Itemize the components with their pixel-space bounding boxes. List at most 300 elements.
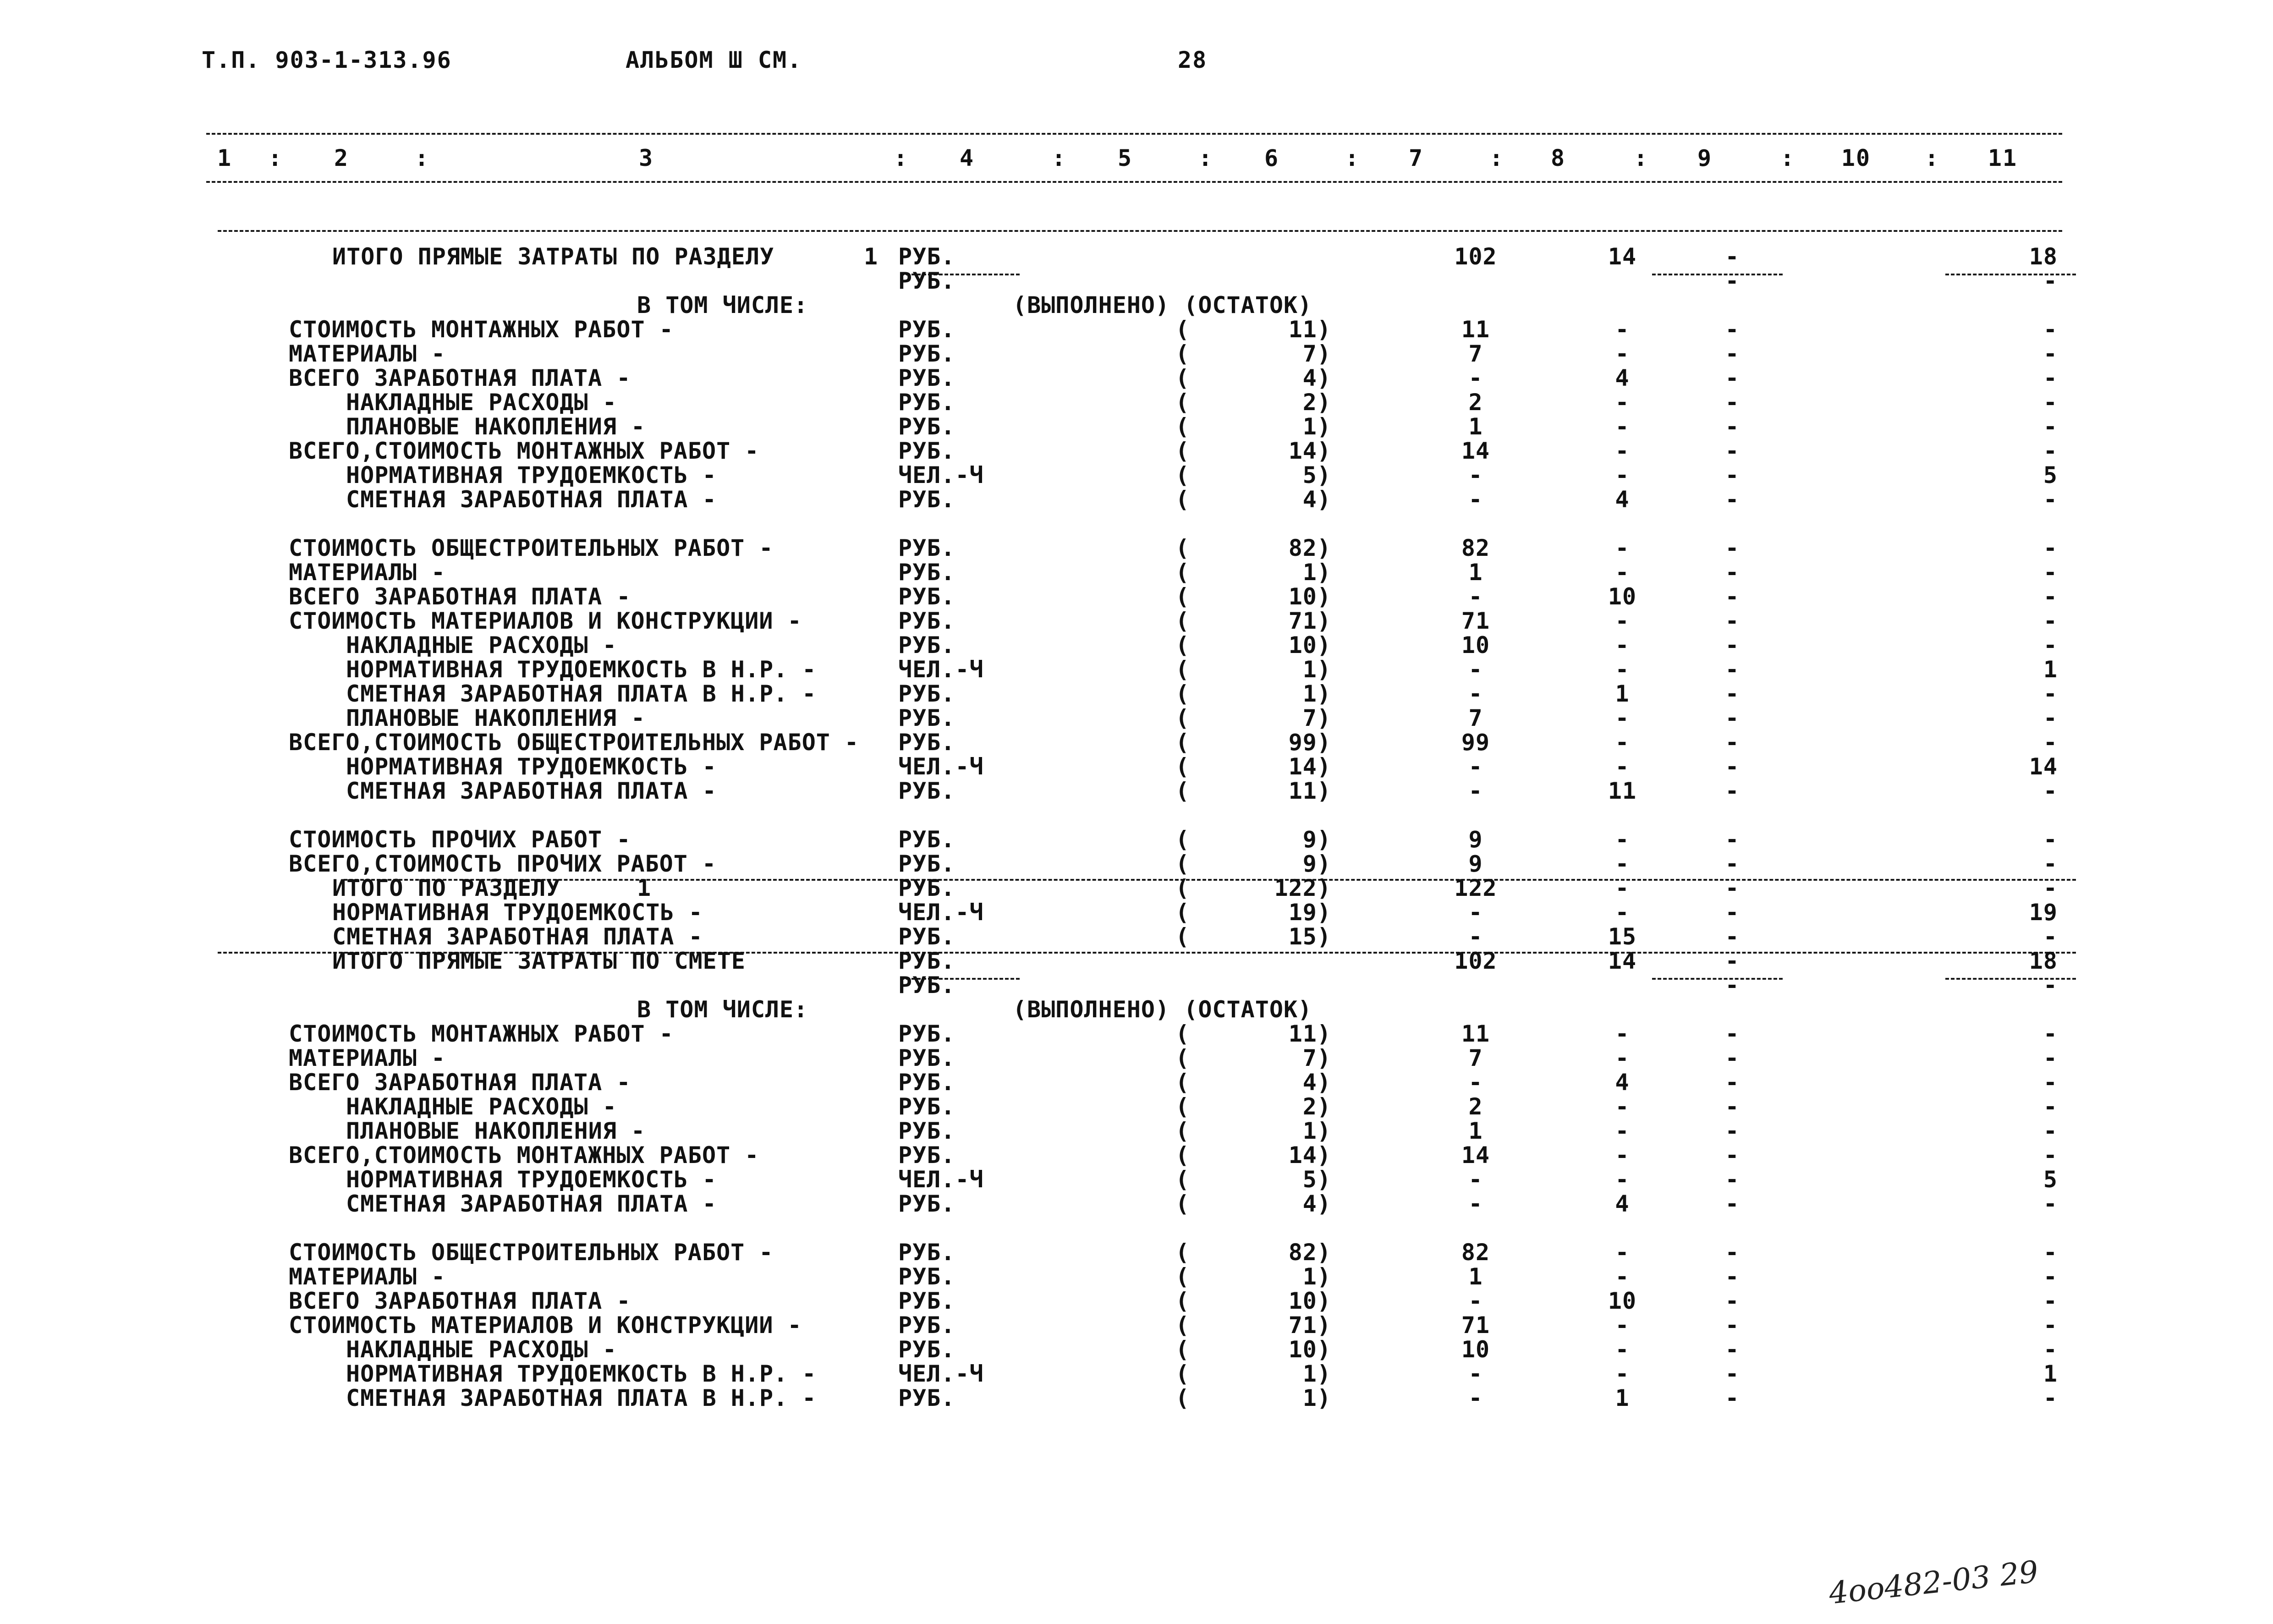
cell-col9: - <box>1725 948 1740 974</box>
cell-col11: - <box>2043 365 2058 391</box>
cell-col11: - <box>2043 1118 2058 1144</box>
cell-col8: 10 <box>1608 583 1637 610</box>
cell-col8: - <box>1615 1166 1630 1193</box>
cell-col9: - <box>1725 875 1740 901</box>
row-label: ИТОГО ПО РАЗДЕЛУ <box>332 875 560 901</box>
cell-completed: 15) <box>1288 923 1331 950</box>
paren-open: ( <box>1175 1166 1190 1193</box>
cell-col7: 1 <box>1468 1263 1483 1290</box>
column-number: 4 <box>959 145 975 171</box>
paren-open: ( <box>1175 632 1190 658</box>
cell-col11: - <box>2043 1312 2058 1339</box>
cell-completed: 1) <box>1302 1361 1331 1387</box>
cell-col9: - <box>1725 1263 1740 1290</box>
row-label: НОРМАТИВНАЯ ТРУДОЕМКОСТЬ - <box>346 1166 717 1193</box>
cell-col7: - <box>1468 1069 1483 1096</box>
cell-col9: - <box>1725 850 1740 877</box>
row-unit: РУБ. <box>898 729 955 756</box>
cell-col9: - <box>1725 340 1740 367</box>
cell-col9: - <box>1725 1069 1740 1096</box>
cell-col11: 1 <box>2043 656 2058 683</box>
cell-col9: - <box>1725 778 1740 804</box>
cell-completed: 5) <box>1302 462 1331 488</box>
row-label: НОРМАТИВНАЯ ТРУДОЕМКОСТЬ - <box>346 753 717 780</box>
cell-col11: - <box>2043 1239 2058 1266</box>
cell-col11: - <box>2043 608 2058 634</box>
cell-col8: - <box>1615 1093 1630 1120</box>
document-code: Т.П. 903-1-313.96 <box>202 47 452 73</box>
cell-col9: - <box>1725 1239 1740 1266</box>
cell-col7: 14 <box>1461 438 1490 464</box>
cell-col8: 10 <box>1608 1288 1637 1314</box>
cell-col7: 10 <box>1461 632 1490 658</box>
row-label: ВСЕГО,СТОИМОСТЬ МОНТАЖНЫХ РАБОТ - <box>289 1142 759 1169</box>
paren-open: ( <box>1175 608 1190 634</box>
paren-open: ( <box>1175 1191 1190 1217</box>
row-label: НАКЛАДНЫЕ РАСХОДЫ - <box>346 632 617 658</box>
cell-completed: 71) <box>1288 608 1331 634</box>
row-unit: РУБ. <box>898 413 955 440</box>
row-label: НОРМАТИВНАЯ ТРУДОЕМКОСТЬ В Н.Р. - <box>346 1361 817 1387</box>
cell-col11: - <box>2043 559 2058 586</box>
row-unit: РУБ. <box>898 1093 955 1120</box>
cell-col7: 71 <box>1461 1312 1490 1339</box>
row-unit: РУБ. <box>898 778 955 804</box>
cell-completed: 4) <box>1302 1069 1331 1096</box>
row-label: НОРМАТИВНАЯ ТРУДОЕМКОСТЬ В Н.Р. - <box>346 656 817 683</box>
row-unit: РУБ. <box>898 1020 955 1047</box>
row-label: ВСЕГО ЗАРАБОТНАЯ ПЛАТА - <box>289 1069 631 1096</box>
paren-open: ( <box>1175 1069 1190 1096</box>
row-label: СТОИМОСТЬ МОНТАЖНЫХ РАБОТ - <box>289 1020 674 1047</box>
cell-col9: - <box>1725 729 1740 756</box>
paren-open: ( <box>1175 583 1190 610</box>
row-note: (ВЫПОЛНЕНО) (ОСТАТОК) <box>1013 996 1312 1023</box>
cell-col8: - <box>1615 705 1630 731</box>
row-unit: ЧЕЛ.-Ч <box>898 462 984 488</box>
paren-open: ( <box>1175 1385 1190 1411</box>
cell-completed: 5) <box>1302 1166 1331 1193</box>
row-unit: РУБ. <box>898 1239 955 1266</box>
row-unit: РУБ. <box>898 316 955 343</box>
row-unit: РУБ. <box>898 705 955 731</box>
row-label: СМЕТНАЯ ЗАРАБОТНАЯ ПЛАТА В Н.Р. - <box>346 1385 817 1411</box>
cell-col9: - <box>1725 1336 1740 1363</box>
cell-col9: - <box>1725 705 1740 731</box>
row-unit: ЧЕЛ.-Ч <box>898 899 984 926</box>
paren-open: ( <box>1175 413 1190 440</box>
paren-open: ( <box>1175 1288 1190 1314</box>
cell-col8: - <box>1615 1020 1630 1047</box>
page-number: 28 <box>1178 47 1208 73</box>
cell-col11: - <box>2043 1142 2058 1169</box>
cell-completed: 122) <box>1274 875 1331 901</box>
cell-col9: - <box>1725 608 1740 634</box>
cell-col11: - <box>2043 1288 2058 1314</box>
column-number: 8 <box>1550 145 1566 171</box>
row-unit: РУБ. <box>898 340 955 367</box>
cell-col9: - <box>1725 243 1740 270</box>
cell-col7: - <box>1468 1361 1483 1387</box>
cell-col7: - <box>1468 1288 1483 1314</box>
row-unit: РУБ. <box>898 948 955 974</box>
cell-col9: - <box>1725 1020 1740 1047</box>
row-label: ВСЕГО ЗАРАБОТНАЯ ПЛАТА - <box>289 583 631 610</box>
paren-open: ( <box>1175 826 1190 853</box>
cell-completed: 9) <box>1302 850 1331 877</box>
cell-col8: 15 <box>1608 923 1637 950</box>
cell-col7: 7 <box>1468 1045 1483 1071</box>
row-label: МАТЕРИАЛЫ - <box>289 559 446 586</box>
paren-open: ( <box>1175 705 1190 731</box>
row-label: ПЛАНОВЫЕ НАКОПЛЕНИЯ - <box>346 413 646 440</box>
column-separator: : <box>894 145 909 171</box>
row-unit: РУБ. <box>898 1385 955 1411</box>
cell-completed: 1) <box>1302 680 1331 707</box>
row-unit: ЧЕЛ.-Ч <box>898 753 984 780</box>
paren-open: ( <box>1175 1312 1190 1339</box>
paren-open: ( <box>1175 559 1190 586</box>
row-label: ПЛАНОВЫЕ НАКОПЛЕНИЯ - <box>346 1118 646 1144</box>
cell-completed: 14) <box>1288 438 1331 464</box>
cell-col11: - <box>2043 1385 2058 1411</box>
section-total-rule <box>344 879 2076 881</box>
cell-col9: - <box>1725 462 1740 488</box>
row-label: СМЕТНАЯ ЗАРАБОТНАЯ ПЛАТА - <box>332 923 703 950</box>
cell-col9: - <box>1725 1312 1740 1339</box>
cell-col7: 122 <box>1454 875 1497 901</box>
cell-col9: - <box>1725 316 1740 343</box>
cell-col7: 10 <box>1461 1336 1490 1363</box>
row-unit: РУБ. <box>898 1069 955 1096</box>
row-unit: РУБ. <box>898 923 955 950</box>
cell-col9: - <box>1725 680 1740 707</box>
cell-col8: 11 <box>1608 778 1637 804</box>
row-label: НОРМАТИВНАЯ ТРУДОЕМКОСТЬ - <box>332 899 703 926</box>
cell-completed: 11) <box>1288 316 1331 343</box>
cell-completed: 1) <box>1302 656 1331 683</box>
column-number: 1 <box>217 145 232 171</box>
cell-col9: - <box>1725 753 1740 780</box>
cell-col11: - <box>2043 1263 2058 1290</box>
cell-col11: - <box>2043 729 2058 756</box>
cell-col11: - <box>2043 705 2058 731</box>
cell-col7: - <box>1468 923 1483 950</box>
paren-open: ( <box>1175 753 1190 780</box>
cell-col11: 1 <box>2043 1361 2058 1387</box>
cell-col11: - <box>2043 316 2058 343</box>
cell-col9: - <box>1725 1093 1740 1120</box>
row-unit: РУБ. <box>898 559 955 586</box>
cell-col9: - <box>1725 1191 1740 1217</box>
column-separator: : <box>415 145 430 171</box>
cell-col9: - <box>1725 1166 1740 1193</box>
column-number: 9 <box>1697 145 1713 171</box>
row-unit: РУБ. <box>898 1263 955 1290</box>
cell-col7: 1 <box>1468 1118 1483 1144</box>
paren-open: ( <box>1175 1336 1190 1363</box>
cell-col7: 71 <box>1461 608 1490 634</box>
cell-completed: 1) <box>1302 1263 1331 1290</box>
cell-col9: - <box>1725 1385 1740 1411</box>
album-label: АЛЬБОМ Ш СМ. <box>626 47 802 73</box>
row-note: (ВЫПОЛНЕНО) (ОСТАТОК) <box>1013 292 1312 318</box>
row-label: СТОИМОСТЬ МОНТАЖНЫХ РАБОТ - <box>289 316 674 343</box>
cell-completed: 7) <box>1302 705 1331 731</box>
cell-completed: 10) <box>1288 632 1331 658</box>
paren-open: ( <box>1175 389 1190 416</box>
cell-col9: - <box>1725 1142 1740 1169</box>
cell-col7: 9 <box>1468 826 1483 853</box>
cell-col8: 14 <box>1608 948 1637 974</box>
cell-col11: - <box>2043 632 2058 658</box>
cell-col11: - <box>2043 1020 2058 1047</box>
cell-col9: - <box>1725 923 1740 950</box>
section-top-rule <box>218 230 2062 232</box>
row-unit: РУБ. <box>898 486 955 513</box>
paren-open: ( <box>1175 462 1190 488</box>
row-label: МАТЕРИАЛЫ - <box>289 1045 446 1071</box>
cell-col7: 2 <box>1468 389 1483 416</box>
row-label: ВСЕГО ЗАРАБОТНАЯ ПЛАТА - <box>289 1288 631 1314</box>
column-number: 6 <box>1264 145 1279 171</box>
cell-col11: - <box>2043 972 2058 999</box>
cell-completed: 4) <box>1302 1191 1331 1217</box>
cell-completed: 14) <box>1288 1142 1331 1169</box>
cell-completed: 2) <box>1302 389 1331 416</box>
paren-open: ( <box>1175 340 1190 367</box>
column-number: 2 <box>334 145 349 171</box>
cell-col8: - <box>1615 389 1630 416</box>
paren-open: ( <box>1175 365 1190 391</box>
cell-col11: - <box>2043 850 2058 877</box>
cell-col9: - <box>1725 1045 1740 1071</box>
cell-col9: - <box>1725 1288 1740 1314</box>
cell-col11: 5 <box>2043 1166 2058 1193</box>
paren-open: ( <box>1175 1239 1190 1266</box>
cell-col9: - <box>1725 972 1740 999</box>
paren-open: ( <box>1175 1118 1190 1144</box>
paren-open: ( <box>1175 899 1190 926</box>
column-separator: : <box>268 145 283 171</box>
column-separator: : <box>1489 145 1504 171</box>
paren-open: ( <box>1175 438 1190 464</box>
cell-col7: 102 <box>1454 948 1497 974</box>
row-label: СТОИМОСТЬ МАТЕРИАЛОВ И КОНСТРУКЦИИ - <box>289 1312 802 1339</box>
row-label: СМЕТНАЯ ЗАРАБОТНАЯ ПЛАТА В Н.Р. - <box>346 680 817 707</box>
paren-open: ( <box>1175 535 1190 561</box>
row-unit: РУБ. <box>898 365 955 391</box>
cell-col7: 7 <box>1468 705 1483 731</box>
cell-col9: - <box>1725 365 1740 391</box>
section-number: 1 <box>864 243 878 270</box>
column-number: 5 <box>1117 145 1133 171</box>
cell-col7: - <box>1468 1191 1483 1217</box>
row-label: СМЕТНАЯ ЗАРАБОТНАЯ ПЛАТА - <box>346 1191 717 1217</box>
row-unit: РУБ. <box>898 1288 955 1314</box>
cell-col11: 14 <box>2029 753 2058 780</box>
cell-col11: - <box>2043 1093 2058 1120</box>
cell-col11: - <box>2043 826 2058 853</box>
paren-open: ( <box>1175 729 1190 756</box>
column-separator: : <box>1345 145 1360 171</box>
cell-col7: 11 <box>1461 316 1490 343</box>
cell-col7: 82 <box>1461 1239 1490 1266</box>
row-label: СТОИМОСТЬ МАТЕРИАЛОВ И КОНСТРУКЦИИ - <box>289 608 802 634</box>
cell-col8: - <box>1615 826 1630 853</box>
cell-col9: - <box>1725 268 1740 294</box>
paren-open: ( <box>1175 778 1190 804</box>
cell-col7: 14 <box>1461 1142 1490 1169</box>
cell-col8: - <box>1615 1118 1630 1144</box>
row-label: НОРМАТИВНАЯ ТРУДОЕМКОСТЬ - <box>346 462 717 488</box>
cell-col11: - <box>2043 583 2058 610</box>
row-label: ВСЕГО,СТОИМОСТЬ МОНТАЖНЫХ РАБОТ - <box>289 438 759 464</box>
cell-col8: - <box>1615 1361 1630 1387</box>
cell-col7: 7 <box>1468 340 1483 367</box>
paren-open: ( <box>1175 680 1190 707</box>
paren-open: ( <box>1175 1142 1190 1169</box>
cell-col11: 18 <box>2029 243 2058 270</box>
row-unit: РУБ. <box>898 1191 955 1217</box>
cell-col8: 4 <box>1615 1069 1630 1096</box>
row-unit: РУБ. <box>898 850 955 877</box>
cell-col8: 1 <box>1615 1385 1630 1411</box>
paren-open: ( <box>1175 1263 1190 1290</box>
paren-open: ( <box>1175 875 1190 901</box>
cell-col8: - <box>1615 1142 1630 1169</box>
cell-col7: 99 <box>1461 729 1490 756</box>
subtotal-mark <box>1652 978 1783 980</box>
row-unit: РУБ. <box>898 583 955 610</box>
cell-col9: - <box>1725 826 1740 853</box>
cell-col7: - <box>1468 680 1483 707</box>
cell-col8: - <box>1615 462 1630 488</box>
cell-col8: 14 <box>1608 243 1637 270</box>
paren-open: ( <box>1175 656 1190 683</box>
row-unit: РУБ. <box>898 680 955 707</box>
row-label: НАКЛАДНЫЕ РАСХОДЫ - <box>346 1093 617 1120</box>
cell-completed: 1) <box>1302 1385 1331 1411</box>
cell-completed: 82) <box>1288 1239 1331 1266</box>
cell-col11: - <box>2043 389 2058 416</box>
cell-completed: 11) <box>1288 778 1331 804</box>
column-number: 11 <box>1988 145 2018 171</box>
cell-col8: - <box>1615 1336 1630 1363</box>
cell-col11: - <box>2043 680 2058 707</box>
cell-col8: - <box>1615 875 1630 901</box>
row-label: ВСЕГО,СТОИМОСТЬ ОБЩЕСТРОИТЕЛЬНЫХ РАБОТ - <box>289 729 859 756</box>
cell-completed: 1) <box>1302 1118 1331 1144</box>
cell-col9: - <box>1725 1118 1740 1144</box>
cell-col7: - <box>1468 462 1483 488</box>
row-label: ИТОГО ПРЯМЫЕ ЗАТРАТЫ ПО СМЕТЕ <box>332 948 746 974</box>
cell-col8: - <box>1615 632 1630 658</box>
cell-col8: - <box>1615 559 1630 586</box>
cell-col11: - <box>2043 778 2058 804</box>
cell-col8: - <box>1615 438 1630 464</box>
row-label: В ТОМ ЧИСЛЕ: <box>637 292 808 318</box>
subtotal-mark <box>1652 274 1783 275</box>
cell-col8: - <box>1615 413 1630 440</box>
cell-completed: 10) <box>1288 583 1331 610</box>
cell-col8: - <box>1615 608 1630 634</box>
row-unit: РУБ. <box>898 1142 955 1169</box>
cell-col8: - <box>1615 1239 1630 1266</box>
row-unit: РУБ. <box>898 1118 955 1144</box>
handwritten-note: 4оо482-03 29 <box>1827 1554 2040 1611</box>
cell-col7: - <box>1468 1385 1483 1411</box>
cell-col8: 4 <box>1615 486 1630 513</box>
cell-col7: 2 <box>1468 1093 1483 1120</box>
cell-col7: 11 <box>1461 1020 1490 1047</box>
row-label: ВСЕГО ЗАРАБОТНАЯ ПЛАТА - <box>289 365 631 391</box>
paren-open: ( <box>1175 316 1190 343</box>
cell-col9: - <box>1725 899 1740 926</box>
paren-open: ( <box>1175 1093 1190 1120</box>
cell-col11: 18 <box>2029 948 2058 974</box>
row-unit: РУБ. <box>898 1336 955 1363</box>
cell-col9: - <box>1725 1361 1740 1387</box>
cell-col8: - <box>1615 316 1630 343</box>
cell-col11: - <box>2043 1069 2058 1096</box>
cell-col9: - <box>1725 632 1740 658</box>
cell-col7: - <box>1468 656 1483 683</box>
cell-col9: - <box>1725 438 1740 464</box>
cell-col8: 4 <box>1615 1191 1630 1217</box>
cell-col8: - <box>1615 340 1630 367</box>
row-label: СТОИМОСТЬ ПРОЧИХ РАБОТ - <box>289 826 631 853</box>
cell-col7: - <box>1468 753 1483 780</box>
cell-completed: 4) <box>1302 365 1331 391</box>
row-label: ПЛАНОВЫЕ НАКОПЛЕНИЯ - <box>346 705 646 731</box>
cell-completed: 7) <box>1302 340 1331 367</box>
cell-completed: 99) <box>1288 729 1331 756</box>
column-separator: : <box>1925 145 1940 171</box>
cell-col11: - <box>2043 1336 2058 1363</box>
cell-col11: - <box>2043 268 2058 294</box>
cell-col7: - <box>1468 1166 1483 1193</box>
cell-col11: - <box>2043 413 2058 440</box>
row-label: СМЕТНАЯ ЗАРАБОТНАЯ ПЛАТА - <box>346 486 717 513</box>
column-separator: : <box>1780 145 1795 171</box>
paren-open: ( <box>1175 923 1190 950</box>
header-bottom-rule <box>206 181 2062 183</box>
row-unit: РУБ. <box>898 1312 955 1339</box>
cell-col7: 1 <box>1468 413 1483 440</box>
cell-col7: - <box>1468 486 1483 513</box>
row-unit: РУБ. <box>898 632 955 658</box>
row-unit: РУБ. <box>898 243 955 270</box>
cell-col8: - <box>1615 1312 1630 1339</box>
cell-completed: 14) <box>1288 753 1331 780</box>
row-label: СТОИМОСТЬ ОБЩЕСТРОИТЕЛЬНЫХ РАБОТ - <box>289 535 774 561</box>
cell-col11: 19 <box>2029 899 2058 926</box>
paren-open: ( <box>1175 486 1190 513</box>
paren-open: ( <box>1175 1020 1190 1047</box>
row-unit: РУБ. <box>898 389 955 416</box>
cell-completed: 11) <box>1288 1020 1331 1047</box>
row-label: ВСЕГО,СТОИМОСТЬ ПРОЧИХ РАБОТ - <box>289 850 717 877</box>
column-separator: : <box>1052 145 1067 171</box>
row-unit: РУБ. <box>898 972 955 999</box>
row-label: ИТОГО ПРЯМЫЕ ЗАТРАТЫ ПО РАЗДЕЛУ <box>332 243 774 270</box>
cell-completed: 9) <box>1302 826 1331 853</box>
column-number: 10 <box>1841 145 1871 171</box>
cell-col7: 1 <box>1468 559 1483 586</box>
cell-completed: 19) <box>1288 899 1331 926</box>
row-unit: ЧЕЛ.-Ч <box>898 1166 984 1193</box>
